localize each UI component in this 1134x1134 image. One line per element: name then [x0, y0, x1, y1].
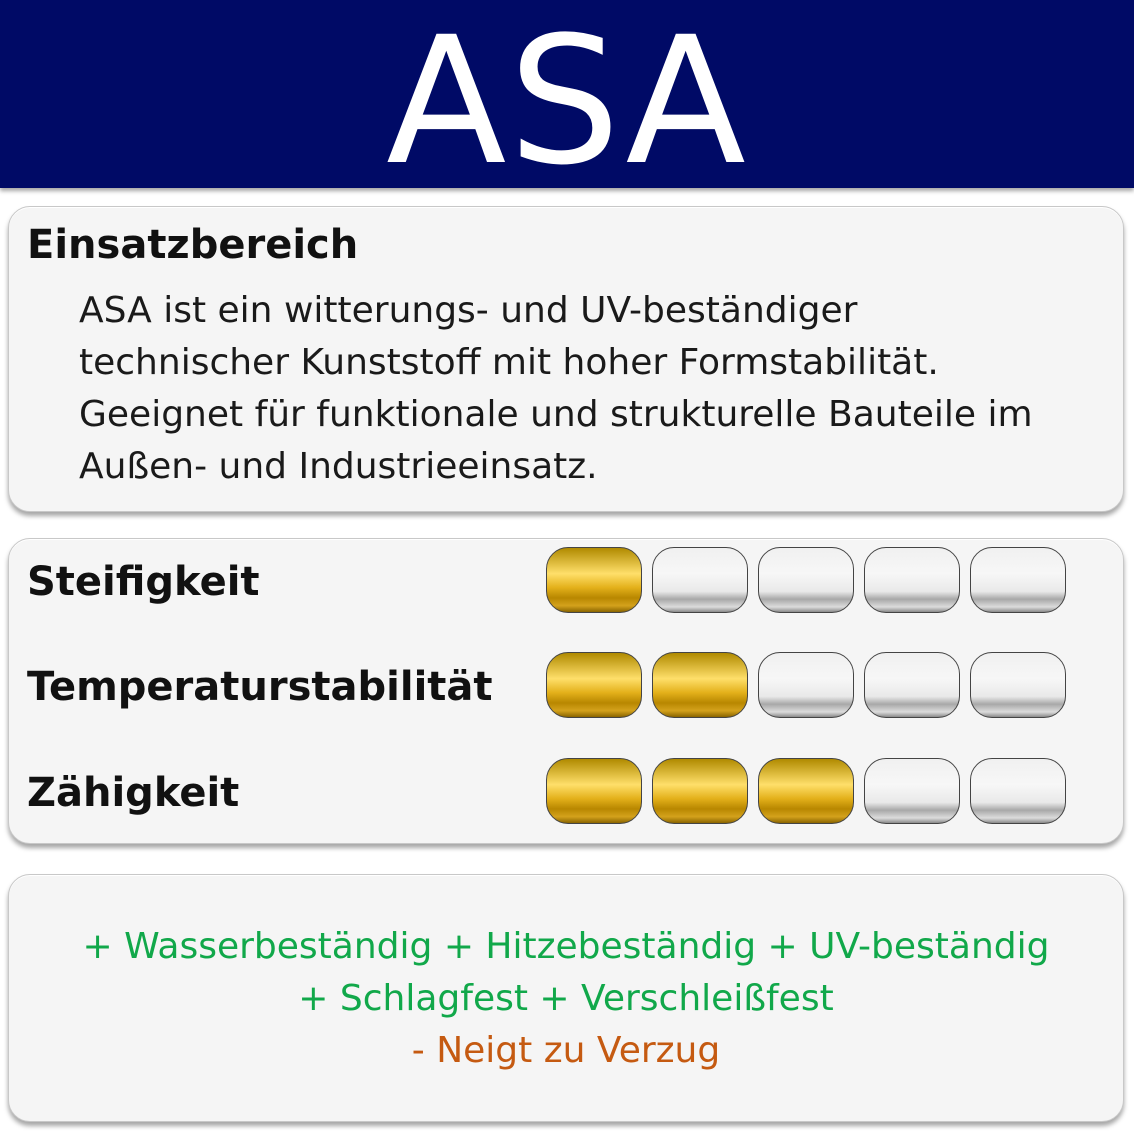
properties-list	[9, 921, 1123, 1077]
usage-description	[79, 285, 1115, 493]
rating-scale	[546, 547, 1066, 617]
rating-scale	[546, 652, 1066, 722]
pros-line: + Wasserbeständig + Hitzebeständig + UV-beständig	[82, 926, 1050, 967]
usage-heading: Einsatzbereich	[27, 222, 359, 268]
usage-line: technischer Kunststoff mit hoher Formstabilität.	[79, 342, 939, 383]
rating-pill-filled	[652, 758, 748, 824]
rating-pill-empty	[864, 652, 960, 718]
rating-pill-filled	[652, 652, 748, 718]
rating-pill-empty	[758, 547, 854, 613]
rating-pill-filled	[546, 547, 642, 613]
rating-pill-empty	[970, 547, 1066, 613]
rating-row-zaehigkeit	[9, 758, 1123, 828]
rating-pill-empty	[652, 547, 748, 613]
properties-panel	[8, 874, 1124, 1122]
rating-label: Temperaturstabilität	[27, 664, 493, 710]
usage-line: Außen- und Industrieeinsatz.	[79, 446, 598, 487]
rating-pill-filled	[758, 758, 854, 824]
rating-pill-empty	[970, 652, 1066, 718]
rating-pill-filled	[546, 758, 642, 824]
usage-line: Geeignet für funktionale und strukturelle Bauteile im	[79, 394, 1033, 435]
pros-line: + Schlagfest + Verschleißfest	[298, 978, 834, 1019]
rating-pill-filled	[546, 652, 642, 718]
rating-pill-empty	[970, 758, 1066, 824]
usage-line: ASA ist ein witterungs- und UV-beständiger	[79, 290, 858, 331]
rating-pill-empty	[864, 758, 960, 824]
rating-label: Steifigkeit	[27, 559, 260, 605]
cons-line: - Neigt zu Verzug	[411, 1030, 721, 1071]
rating-label: Zähigkeit	[27, 770, 240, 816]
rating-pill-empty	[758, 652, 854, 718]
rating-pill-empty	[864, 547, 960, 613]
header-banner	[0, 0, 1134, 204]
ratings-panel	[8, 538, 1124, 844]
material-title: ASA	[386, 0, 748, 204]
rating-scale	[546, 758, 1066, 828]
usage-panel	[8, 206, 1124, 512]
rating-row-temperaturstabilitaet	[9, 652, 1123, 722]
rating-row-steifigkeit	[9, 547, 1123, 617]
